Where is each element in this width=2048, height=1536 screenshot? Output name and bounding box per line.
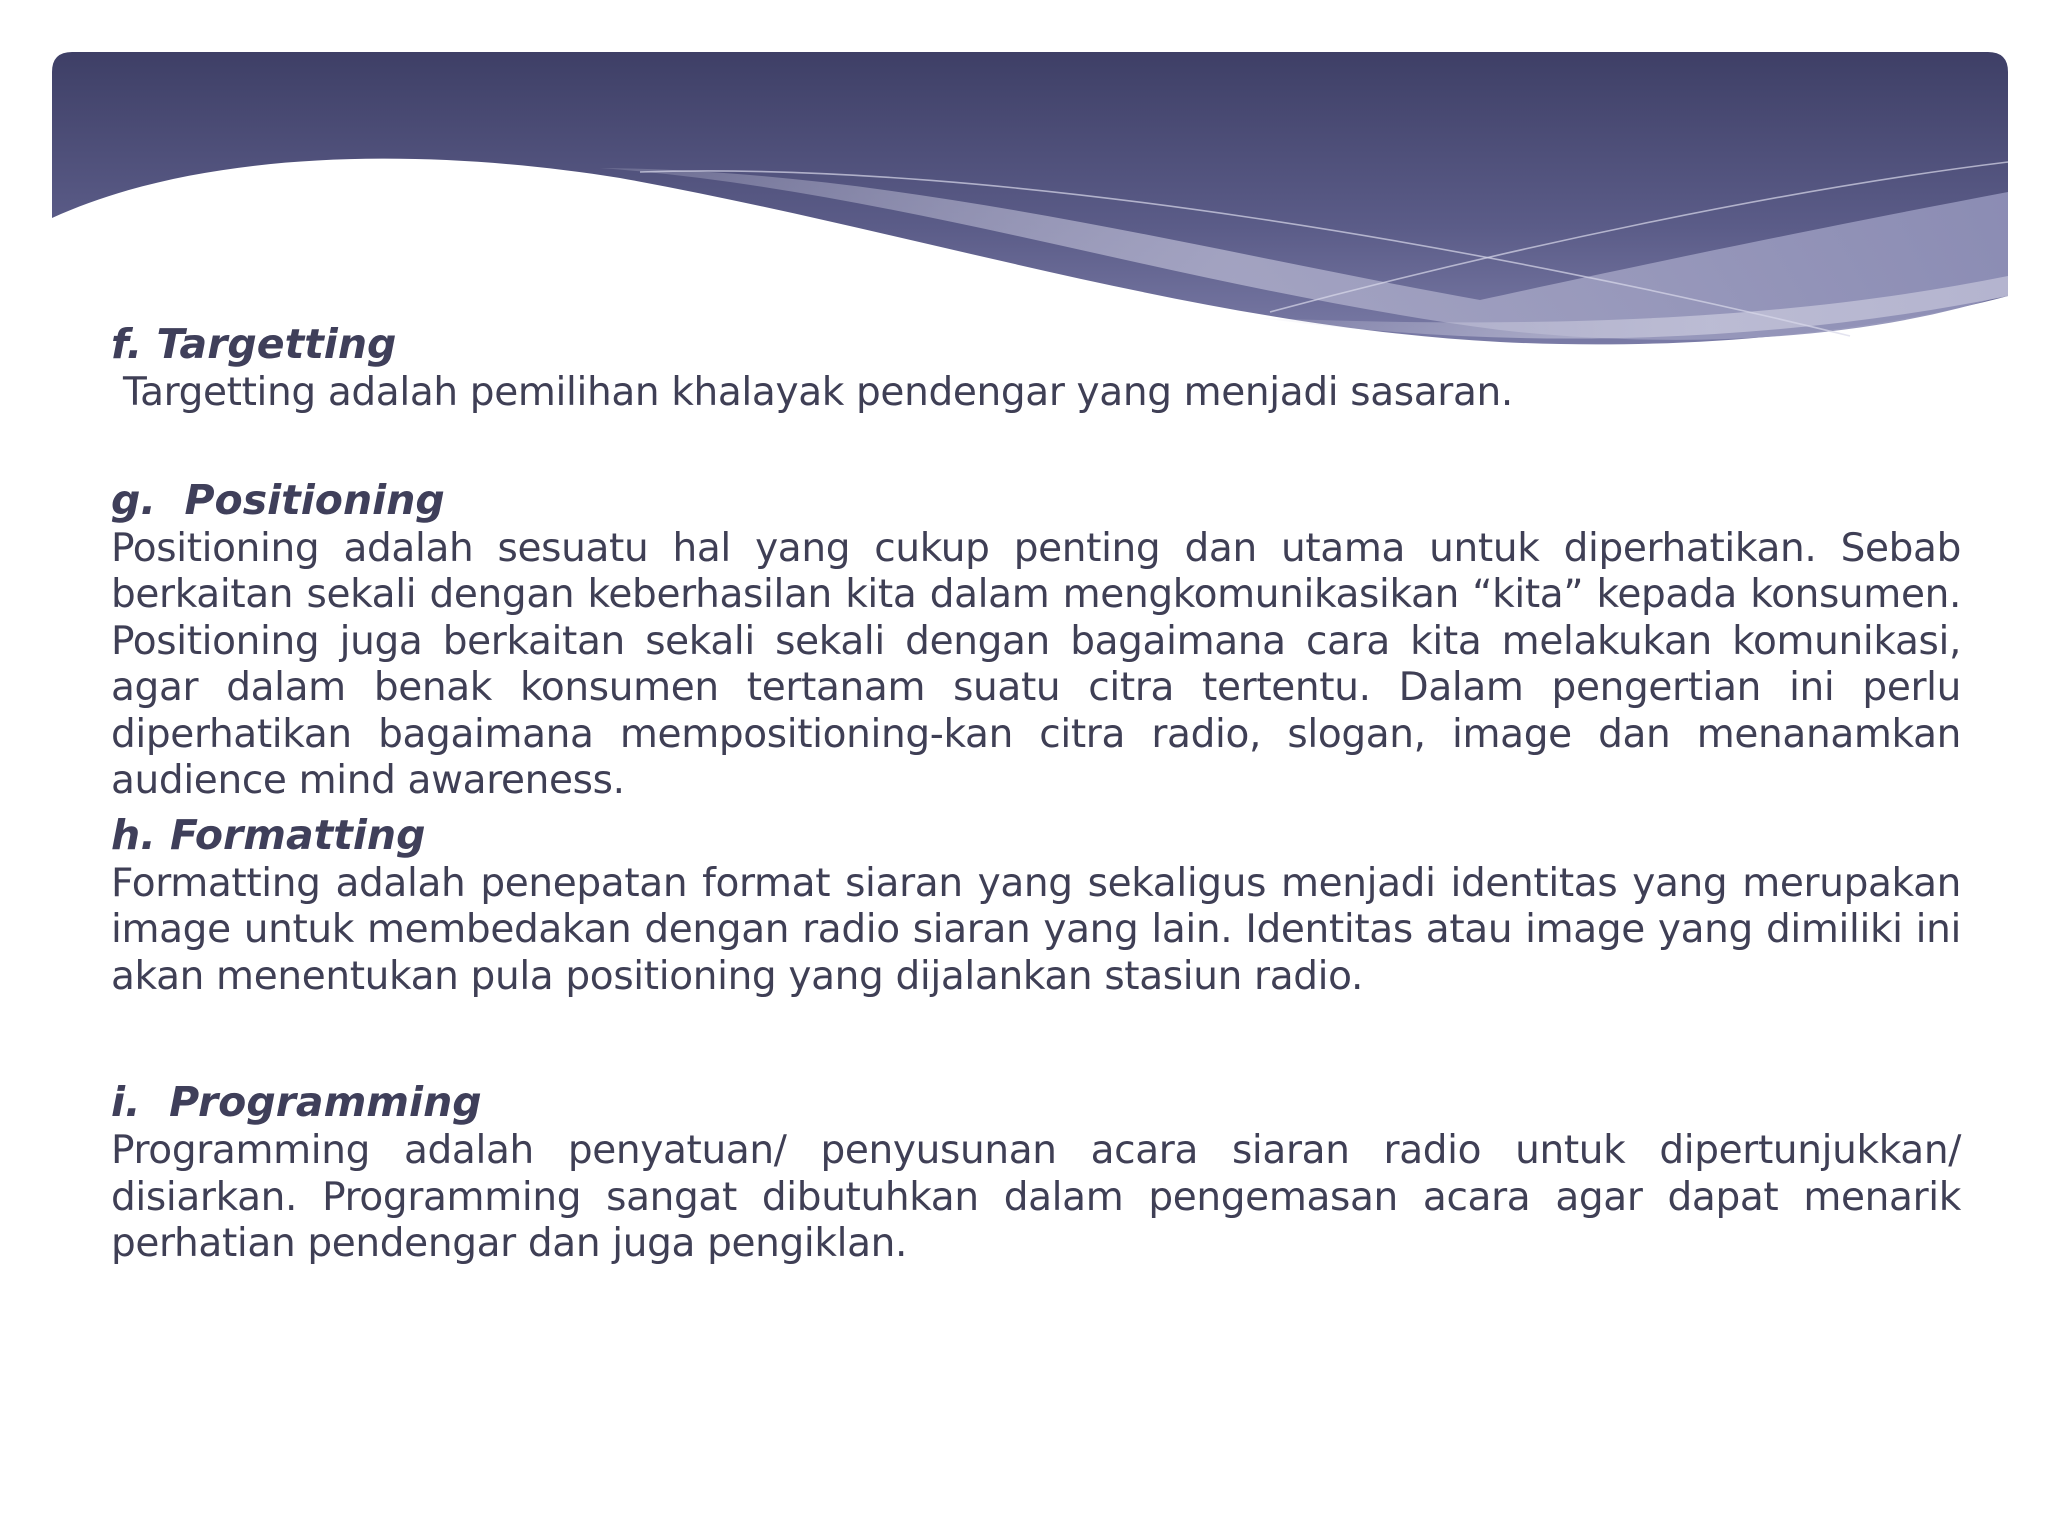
section-heading-positioning: g. Positioning xyxy=(111,475,445,524)
section-body-formatting: Formatting adalah penepatan format siaran yang sekaligus menjadi identitas yang merupakan image untuk membedakan dengan radio siaran yang lain. Identitas atau image yang dimiliki ini akan menentukan pula positioning yang dijalankan stasiun radio. xyxy=(111,860,1961,999)
section-body-positioning: Positioning adalah sesuatu hal yang cukup penting dan utama untuk diperhatikan. Sebab berkaitan sekali dengan keberhasilan kita dalam mengkomunikasikan “kita” kepada konsumen. Positioning juga berkaitan sekali sekali dengan bagaimana cara kita melakukan komunikasi, agar dalam benak konsumen tertanam suatu citra tertentu. Dalam pengertian ini perlu diperhatikan bagaimana mempositioning-kan citra radio, slogan, image dan menanamkan audience mind awareness. xyxy=(111,525,1961,803)
section-heading-targetting: f. Targetting xyxy=(111,320,397,368)
section-body-programming: Programming adalah penyatuan/ penyusunan acara siaran radio untuk dipertunjukkan/ disiarkan. Programming sangat dibutuhkan dalam pengemasan acara agar dapat menarik perhatian pendengar dan juga pengiklan. xyxy=(111,1128,1961,1266)
slide-content xyxy=(111,318,1961,1268)
section-body-targetting: Targetting adalah pemilihan khalayak pendengar yang menjadi sasaran. xyxy=(111,370,1513,415)
section-heading-programming: i. Programming xyxy=(111,1078,482,1126)
section-heading-formatting: h. Formatting xyxy=(111,810,426,859)
